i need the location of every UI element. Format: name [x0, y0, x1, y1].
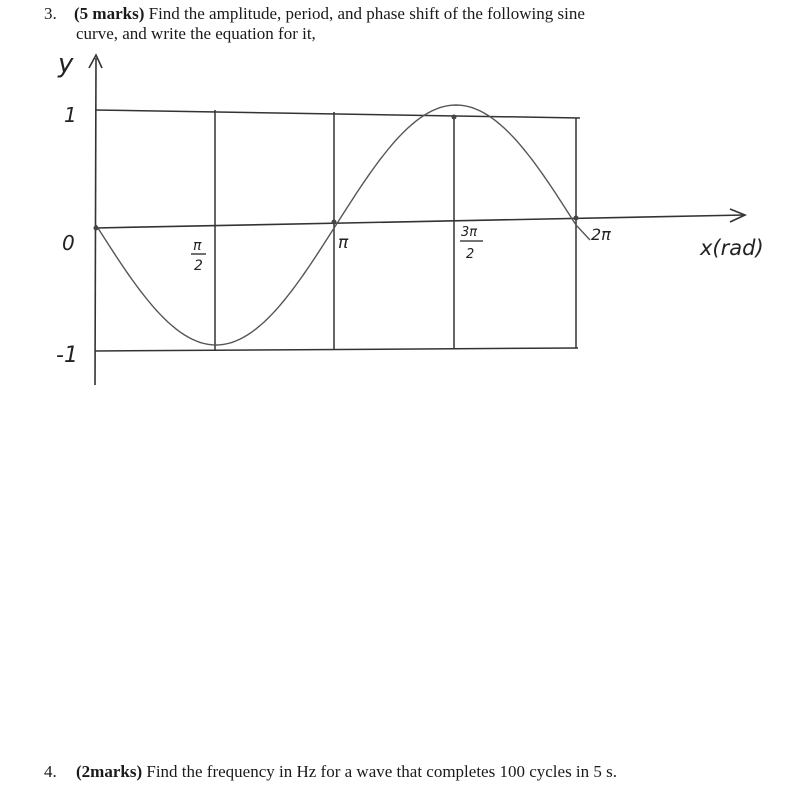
x-tick-pi-over-2	[191, 238, 206, 274]
y-tick-label-neg1: -1	[56, 343, 78, 368]
curve-point-2pi	[574, 216, 579, 221]
x-axis	[95, 215, 745, 228]
origin-label: 0	[62, 231, 75, 255]
curve-point-pi	[332, 220, 337, 225]
question-3-marks: (5 marks)	[74, 4, 145, 23]
grid-line-y-1	[95, 110, 580, 118]
x-tick-3pi-over-2-denominator: 2	[466, 247, 475, 262]
question-4-text: Find the frequency in Hz for a wave that completes 100 cycles in 5 s.	[146, 762, 618, 781]
question-3-number: 3.	[44, 4, 57, 23]
question-3-text-line-2: curve, and write the equation for it,	[76, 24, 316, 43]
question-3-text-line-1: Find the amplitude, period, and phase shift of the following sine	[148, 4, 585, 23]
x-tick-pi-over-2-numerator: π	[193, 238, 202, 254]
sine-curve	[96, 105, 590, 345]
question-4	[44, 762, 617, 782]
y-axis	[95, 58, 96, 385]
y-axis-label: y	[58, 49, 74, 79]
y-tick-label-1: 1	[64, 103, 77, 127]
curve-point-3pi-over-2	[452, 115, 457, 120]
x-tick-3pi-over-2-numerator: 3π	[461, 225, 478, 240]
grid-line-y-neg1	[95, 348, 578, 351]
x-tick-pi-over-2-denominator: 2	[194, 258, 203, 274]
x-tick-label-pi: π	[338, 233, 349, 253]
x-tick-3pi-over-2	[460, 225, 483, 262]
question-4-marks: (2marks)	[76, 762, 143, 781]
question-4-number: 4.	[44, 762, 57, 781]
x-axis-label: x(rad)	[700, 236, 764, 260]
x-tick-label-2pi: 2π	[591, 225, 611, 244]
curve-point-origin	[94, 226, 99, 231]
